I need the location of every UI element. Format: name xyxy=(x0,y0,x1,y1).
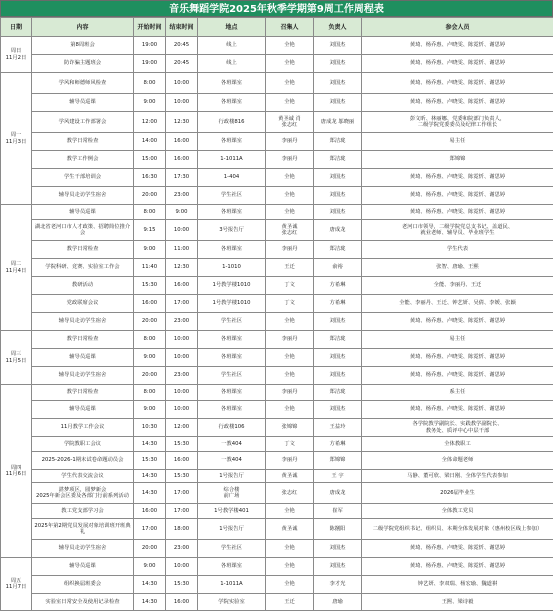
attendees-cell: 易主任 xyxy=(362,133,553,151)
attendees-cell: 黄琦、杨乔惠、卢晓雯、陈霓忻、谢思婷 xyxy=(362,94,553,112)
end-time-cell: 16:00 xyxy=(166,452,198,470)
location-cell: 各班课室 xyxy=(198,94,266,112)
convener-cell: 李丽丹 xyxy=(266,151,314,169)
attendees-cell: 王熙、梁诗毅 xyxy=(362,594,553,611)
table-row xyxy=(1,576,553,594)
convener-cell: 全艳 xyxy=(266,169,314,187)
start-time-cell: 14:30 xyxy=(134,576,166,594)
event-content-cell: 学生干部培训会 xyxy=(32,169,134,187)
end-time-cell: 20:45 xyxy=(166,55,198,73)
event-content-cell: 辅导员走访学生宿舍 xyxy=(32,540,134,558)
location-cell: 1号报告厅 xyxy=(198,470,266,483)
convener-cell: 丁文 xyxy=(266,277,314,295)
attendees-cell: 全体教职工 xyxy=(362,437,553,452)
end-time-cell: 23:00 xyxy=(166,367,198,385)
event-content-cell: 辅导员巡课 xyxy=(32,349,134,367)
event-content-cell: 学风建设工作部署会 xyxy=(32,112,134,133)
event-content-cell: 党政联席会议 xyxy=(32,295,134,313)
start-time-cell: 9:00 xyxy=(134,558,166,576)
attendees-cell: 黄琦、杨乔惠、卢晓雯、陈霓忻、谢思婷 xyxy=(362,313,553,331)
person-in-charge-cell: 王益玲 xyxy=(314,419,362,437)
event-content-cell: 学风和师德师风检查 xyxy=(32,73,134,94)
end-time-cell: 10:00 xyxy=(166,401,198,419)
attendees-cell: 黄琦、杨乔惠、卢晓雯、陈霓忻、谢思婷 xyxy=(362,73,553,94)
location-cell: 学院实验室 xyxy=(198,594,266,611)
table-row xyxy=(1,37,553,55)
attendees-cell: 黄琦、杨乔惠、卢晓雯、陈霓忻、谢思婷 xyxy=(362,169,553,187)
table-row xyxy=(1,349,553,367)
attendees-cell: 全体教工党员 xyxy=(362,504,553,519)
location-cell: 各班课室 xyxy=(198,205,266,220)
event-content-cell: 学生代表交流会议 xyxy=(32,470,134,483)
col-header-attendees: 参会人员 xyxy=(362,18,553,37)
event-content-cell: 教学日常检查 xyxy=(32,241,134,259)
col-header-content: 内容 xyxy=(32,18,134,37)
event-content-cell: 湖北省老河口市人才政策、招聘简位推介会 xyxy=(32,220,134,241)
end-time-cell: 16:00 xyxy=(166,151,198,169)
col-header-convener: 召集人 xyxy=(266,18,314,37)
attendees-cell: 各学院教学副院长、实践教学副院长、 教务处、质评中心中层干部 xyxy=(362,419,553,437)
start-time-cell: 10:30 xyxy=(134,419,166,437)
convener-cell: 黄圣诚 xyxy=(266,470,314,483)
attendees-cell: 黄琦、杨乔惠、卢晓雯、陈霓忻、谢思婷 xyxy=(362,558,553,576)
location-cell: 学生社区 xyxy=(198,367,266,385)
attendees-cell: 易主任 xyxy=(362,331,553,349)
event-content-cell: 辅导员巡课 xyxy=(32,94,134,112)
start-time-cell: 11:40 xyxy=(134,259,166,277)
person-in-charge-cell: 刘国杰 xyxy=(314,558,362,576)
table-row xyxy=(1,519,553,540)
table-row xyxy=(1,483,553,504)
table-row xyxy=(1,452,553,470)
person-in-charge-cell: 郑洁珑 xyxy=(314,331,362,349)
start-time-cell: 8:00 xyxy=(134,205,166,220)
table-row xyxy=(1,385,553,401)
start-time-cell: 15:30 xyxy=(134,452,166,470)
start-time-cell: 15:00 xyxy=(134,151,166,169)
start-time-cell: 14:30 xyxy=(134,470,166,483)
start-time-cell: 17:00 xyxy=(134,519,166,540)
event-content-cell: 2025年第2期党员发展对象培训班开班典礼 xyxy=(32,519,134,540)
person-in-charge-cell: 王 宇 xyxy=(314,470,362,483)
event-content-cell: 教研活动 xyxy=(32,277,134,295)
table-row xyxy=(1,367,553,385)
location-cell: 3号报告厅 xyxy=(198,220,266,241)
convener-cell: 全艳 xyxy=(266,367,314,385)
convener-cell: 张志红 xyxy=(266,483,314,504)
end-time-cell: 16:00 xyxy=(166,594,198,611)
person-in-charge-cell: 郑洁珑 xyxy=(314,241,362,259)
end-time-cell: 9:00 xyxy=(166,205,198,220)
location-cell: 学生社区 xyxy=(198,313,266,331)
person-in-charge-cell: 刘国杰 xyxy=(314,73,362,94)
location-cell: 各班课室 xyxy=(198,558,266,576)
start-time-cell: 14:30 xyxy=(134,483,166,504)
location-cell: 各班课室 xyxy=(198,331,266,349)
person-in-charge-cell: 唐成龙 xyxy=(314,220,362,241)
person-in-charge-cell: 刘国杰 xyxy=(314,540,362,558)
person-in-charge-cell: 李才光 xyxy=(314,576,362,594)
convener-cell: 李丽丹 xyxy=(266,133,314,151)
end-time-cell: 20:45 xyxy=(166,37,198,55)
event-content-cell: 教学日常检查 xyxy=(32,331,134,349)
start-time-cell: 15:30 xyxy=(134,277,166,295)
convener-cell: 王迁 xyxy=(266,594,314,611)
location-cell: 1号报告厅 xyxy=(198,519,266,540)
person-in-charge-cell: 郑洁珑 xyxy=(314,385,362,401)
convener-cell: 黄圣诚 肖 张志红 xyxy=(266,112,314,133)
table-row xyxy=(1,558,553,576)
start-time-cell: 19:00 xyxy=(134,37,166,55)
person-in-charge-cell: 唐瑜 xyxy=(314,594,362,611)
page-title: 音乐舞蹈学院2025年秋季学期第9周工作周程表 xyxy=(0,0,553,17)
table-row xyxy=(1,277,553,295)
table-row xyxy=(1,259,553,277)
start-time-cell: 16:00 xyxy=(134,295,166,313)
end-time-cell: 17:00 xyxy=(166,295,198,313)
location-cell: 1-1011A xyxy=(198,151,266,169)
convener-cell: 黄圣诚 张志红 xyxy=(266,220,314,241)
start-time-cell: 12:00 xyxy=(134,112,166,133)
attendees-cell: 黄琦、杨乔惠、卢晓雯、陈霓忻、谢思婷 xyxy=(362,401,553,419)
attendees-cell: 钟艺妍、李双瑞、杨宏瑜、魏道祺 xyxy=(362,576,553,594)
person-in-charge-cell: 郑洁珑 xyxy=(314,133,362,151)
convener-cell: 李丽丹 xyxy=(266,452,314,470)
end-time-cell: 10:00 xyxy=(166,558,198,576)
table-row xyxy=(1,55,553,73)
end-time-cell: 10:00 xyxy=(166,385,198,401)
location-cell: 1-404 xyxy=(198,169,266,187)
event-content-cell: 学院科研、竞赛、实验室工作会 xyxy=(32,259,134,277)
end-time-cell: 10:00 xyxy=(166,331,198,349)
event-content-cell: 第8周班会 xyxy=(32,37,134,55)
attendees-cell: 老河口市领导，二级学院党总支书记、盖道民、 就业老师、辅导员、毕业班学生 xyxy=(362,220,553,241)
person-in-charge-cell: 唐成龙 xyxy=(314,483,362,504)
person-in-charge-cell: 刘国杰 xyxy=(314,37,362,55)
location-cell: 1号教学楼401 xyxy=(198,504,266,519)
attendees-cell: 学生代表 xyxy=(362,241,553,259)
start-time-cell: 20:00 xyxy=(134,367,166,385)
attendees-cell: 郑锦锦 xyxy=(362,151,553,169)
location-cell: 行政楼106 xyxy=(198,419,266,437)
end-time-cell: 16:00 xyxy=(166,133,198,151)
table-row xyxy=(1,470,553,483)
start-time-cell: 8:00 xyxy=(134,73,166,94)
convener-cell: 李丽丹 xyxy=(266,241,314,259)
start-time-cell: 8:00 xyxy=(134,331,166,349)
start-time-cell: 20:00 xyxy=(134,187,166,205)
attendees-cell: 黄琦、杨乔惠、卢晓雯、陈霓忻、谢思婷 xyxy=(362,367,553,385)
person-in-charge-cell: 刘国杰 xyxy=(314,205,362,220)
location-cell: 1号教学楼1010 xyxy=(198,277,266,295)
location-cell: 一教404 xyxy=(198,452,266,470)
convener-cell: 全艳 xyxy=(266,187,314,205)
attendees-cell: 黄琦、杨乔惠、卢晓雯、陈霓忻、谢思婷 xyxy=(362,540,553,558)
start-time-cell: 14:30 xyxy=(134,594,166,611)
end-time-cell: 10:00 xyxy=(166,349,198,367)
convener-cell: 黄圣诚 xyxy=(266,519,314,540)
col-header-place: 地点 xyxy=(198,18,266,37)
col-header-start: 开始时间 xyxy=(134,18,166,37)
attendees-cell: 全体命题老师 xyxy=(362,452,553,470)
event-content-cell: 湛梦项区，圆梦新会 2025年新会区委及各部门行前系列活动 xyxy=(32,483,134,504)
table-row xyxy=(1,220,553,241)
person-in-charge-cell: 方希琳 xyxy=(314,277,362,295)
table-row xyxy=(1,151,553,169)
convener-cell: 全艳 xyxy=(266,558,314,576)
convener-cell: 全艳 xyxy=(266,94,314,112)
convener-cell: 全艳 xyxy=(266,313,314,331)
end-time-cell: 15:30 xyxy=(166,470,198,483)
attendees-cell: 系主任 xyxy=(362,385,553,401)
location-cell: 行政楼816 xyxy=(198,112,266,133)
person-in-charge-cell: 方希琳 xyxy=(314,295,362,313)
start-time-cell: 20:00 xyxy=(134,313,166,331)
start-time-cell: 9:00 xyxy=(134,241,166,259)
end-time-cell: 12:30 xyxy=(166,112,198,133)
location-cell: 1-1010 xyxy=(198,259,266,277)
convener-cell: 王迁 xyxy=(266,259,314,277)
convener-cell: 李丽丹 xyxy=(266,385,314,401)
table-row xyxy=(1,112,553,133)
attendees-cell: 黄琦、杨乔惠、卢晓雯、陈霓忻、谢思婷 xyxy=(362,349,553,367)
table-row xyxy=(1,169,553,187)
day-cell: 周五 11月7日 xyxy=(1,558,32,611)
day-cell: 周三 11月5日 xyxy=(1,331,32,385)
event-content-cell: 辅导员走访学生宿舍 xyxy=(32,187,134,205)
attendees-cell: 黄琦、杨乔惠、卢晓雯、陈霓忻、谢思婷 xyxy=(362,205,553,220)
attendees-cell: 彭文昕、林丽娜、党委和院部门负责人， 二级学院党委委员及纪律工作组长 xyxy=(362,112,553,133)
table-row xyxy=(1,313,553,331)
end-time-cell: 23:00 xyxy=(166,540,198,558)
person-in-charge-cell: 刘国杰 xyxy=(314,55,362,73)
table-row xyxy=(1,205,553,220)
table-row xyxy=(1,401,553,419)
person-in-charge-cell: 方希琳 xyxy=(314,437,362,452)
person-in-charge-cell: 刘国杰 xyxy=(314,187,362,205)
person-in-charge-cell: 刘国杰 xyxy=(314,94,362,112)
location-cell: 学生社区 xyxy=(198,540,266,558)
table-row xyxy=(1,133,553,151)
end-time-cell: 15:30 xyxy=(166,437,198,452)
end-time-cell: 23:00 xyxy=(166,187,198,205)
col-header-date: 日期 xyxy=(1,18,32,37)
location-cell: 各班课室 xyxy=(198,241,266,259)
attendees-cell: 全能、李丽丹、王迁、钟艺妍、吴倩、李媛、张颖 xyxy=(362,295,553,313)
start-time-cell: 9:00 xyxy=(134,349,166,367)
start-time-cell: 16:30 xyxy=(134,169,166,187)
day-cell: 周一 11月3日 xyxy=(1,73,32,205)
header-row xyxy=(1,18,553,37)
start-time-cell: 20:00 xyxy=(134,540,166,558)
start-time-cell: 14:00 xyxy=(134,133,166,151)
start-time-cell: 8:00 xyxy=(134,385,166,401)
attendees-cell: 黄琦、杨乔惠、卢晓雯、陈霓忻、谢思婷 xyxy=(362,37,553,55)
end-time-cell: 17:30 xyxy=(166,169,198,187)
location-cell: 各班课室 xyxy=(198,73,266,94)
location-cell: 学生社区 xyxy=(198,187,266,205)
location-cell: 1号教学楼1010 xyxy=(198,295,266,313)
person-in-charge-cell: 唐成龙 邬晓丽 xyxy=(314,112,362,133)
event-content-cell: 组织换届班委会 xyxy=(32,576,134,594)
event-content-cell: 辅导员巡课 xyxy=(32,401,134,419)
event-content-cell: 辅导员巡课 xyxy=(32,558,134,576)
table-row xyxy=(1,187,553,205)
convener-cell: 全艳 xyxy=(266,540,314,558)
attendees-cell: 二级学院党组织书记、组织员、本期全体发展对象（惠州校区线上参加） xyxy=(362,519,553,540)
location-cell: 一教404 xyxy=(198,437,266,452)
location-cell: 各班课室 xyxy=(198,349,266,367)
event-content-cell: 教学日常检查 xyxy=(32,133,134,151)
person-in-charge-cell: 刘国杰 xyxy=(314,169,362,187)
table-row xyxy=(1,241,553,259)
day-cell: 周日 11月2日 xyxy=(1,37,32,73)
table-row xyxy=(1,504,553,519)
table-row xyxy=(1,295,553,313)
attendees-cell: 马静、董可欣、梁日刚、全体学生代表参加 xyxy=(362,470,553,483)
table-row xyxy=(1,594,553,611)
person-in-charge-cell: 郑洁珑 xyxy=(314,151,362,169)
end-time-cell: 10:00 xyxy=(166,220,198,241)
attendees-cell: 全能、李丽丹、王迁 xyxy=(362,277,553,295)
person-in-charge-cell: 郑锦锦 xyxy=(314,452,362,470)
schedule-table xyxy=(0,17,553,611)
person-in-charge-cell: 陈捌阳 xyxy=(314,519,362,540)
end-time-cell: 10:00 xyxy=(166,94,198,112)
attendees-cell: 黄琦、杨乔惠、卢晓雯、陈霓忻、谢思婷 xyxy=(362,55,553,73)
event-content-cell: 教学工作例会 xyxy=(32,151,134,169)
attendees-cell: 2026届毕业生 xyxy=(362,483,553,504)
start-time-cell: 9:15 xyxy=(134,220,166,241)
convener-cell: 全艳 xyxy=(266,504,314,519)
event-content-cell: 学院教职工会议 xyxy=(32,437,134,452)
convener-cell: 全艳 xyxy=(266,401,314,419)
convener-cell: 全艳 xyxy=(266,576,314,594)
person-in-charge-cell: 刘国杰 xyxy=(314,367,362,385)
event-content-cell: 辅导员走访学生宿舍 xyxy=(32,313,134,331)
convener-cell: 李丽丹 xyxy=(266,331,314,349)
end-time-cell: 17:00 xyxy=(166,504,198,519)
end-time-cell: 10:00 xyxy=(166,73,198,94)
location-cell: 线上 xyxy=(198,37,266,55)
event-content-cell: 辅导员巡课 xyxy=(32,205,134,220)
event-content-cell: 2025-2026-1期末试卷命题动员会 xyxy=(32,452,134,470)
location-cell: 1-1011A xyxy=(198,576,266,594)
end-time-cell: 18:00 xyxy=(166,519,198,540)
event-content-cell: 防诈骗主题班会 xyxy=(32,55,134,73)
end-time-cell: 23:00 xyxy=(166,313,198,331)
table-row xyxy=(1,94,553,112)
convener-cell: 丁文 xyxy=(266,437,314,452)
location-cell: 线上 xyxy=(198,55,266,73)
end-time-cell: 12:30 xyxy=(166,259,198,277)
attendees-cell: 黄琦、杨乔惠、卢晓雯、陈霓忻、谢思婷 xyxy=(362,187,553,205)
convener-cell: 全艳 xyxy=(266,73,314,94)
location-cell: 各班课室 xyxy=(198,401,266,419)
person-in-charge-cell: 俞裕 xyxy=(314,259,362,277)
location-cell: 各班课室 xyxy=(198,133,266,151)
table-row xyxy=(1,419,553,437)
end-time-cell: 15:30 xyxy=(166,576,198,594)
event-content-cell: 教学日常检查 xyxy=(32,385,134,401)
person-in-charge-cell: 刘国杰 xyxy=(314,401,362,419)
start-time-cell: 14:30 xyxy=(134,437,166,452)
start-time-cell: 9:00 xyxy=(134,94,166,112)
end-time-cell: 12:00 xyxy=(166,419,198,437)
convener-cell: 全艳 xyxy=(266,349,314,367)
col-header-lead: 负责人 xyxy=(314,18,362,37)
end-time-cell: 11:00 xyxy=(166,241,198,259)
start-time-cell: 19:00 xyxy=(134,55,166,73)
event-content-cell: 11月教学工作会议 xyxy=(32,419,134,437)
person-in-charge-cell: 刘国杰 xyxy=(314,313,362,331)
schedule-body xyxy=(1,37,553,611)
person-in-charge-cell: 刘国杰 xyxy=(314,349,362,367)
event-content-cell: 实验室日常安全及使用记录检查 xyxy=(32,594,134,611)
table-row xyxy=(1,540,553,558)
start-time-cell: 16:00 xyxy=(134,504,166,519)
convener-cell: 张锦锦 xyxy=(266,419,314,437)
event-content-cell: 教工党支部学习会 xyxy=(32,504,134,519)
table-row xyxy=(1,331,553,349)
convener-cell: 全艳 xyxy=(266,205,314,220)
end-time-cell: 16:00 xyxy=(166,277,198,295)
location-cell: 综合楼 前广场 xyxy=(198,483,266,504)
event-content-cell: 辅导员走访学生宿舍 xyxy=(32,367,134,385)
day-cell: 周四 11月6日 xyxy=(1,385,32,558)
attendees-cell: 张智、唐瑜、王熙 xyxy=(362,259,553,277)
convener-cell: 全艳 xyxy=(266,37,314,55)
convener-cell: 丁文 xyxy=(266,295,314,313)
start-time-cell: 9:00 xyxy=(134,401,166,419)
convener-cell: 全艳 xyxy=(266,55,314,73)
table-row xyxy=(1,437,553,452)
person-in-charge-cell: 崔军 xyxy=(314,504,362,519)
col-header-end: 结束时间 xyxy=(166,18,198,37)
location-cell: 各班课室 xyxy=(198,385,266,401)
end-time-cell: 17:00 xyxy=(166,483,198,504)
day-cell: 周二 11月4日 xyxy=(1,205,32,331)
table-row xyxy=(1,73,553,94)
